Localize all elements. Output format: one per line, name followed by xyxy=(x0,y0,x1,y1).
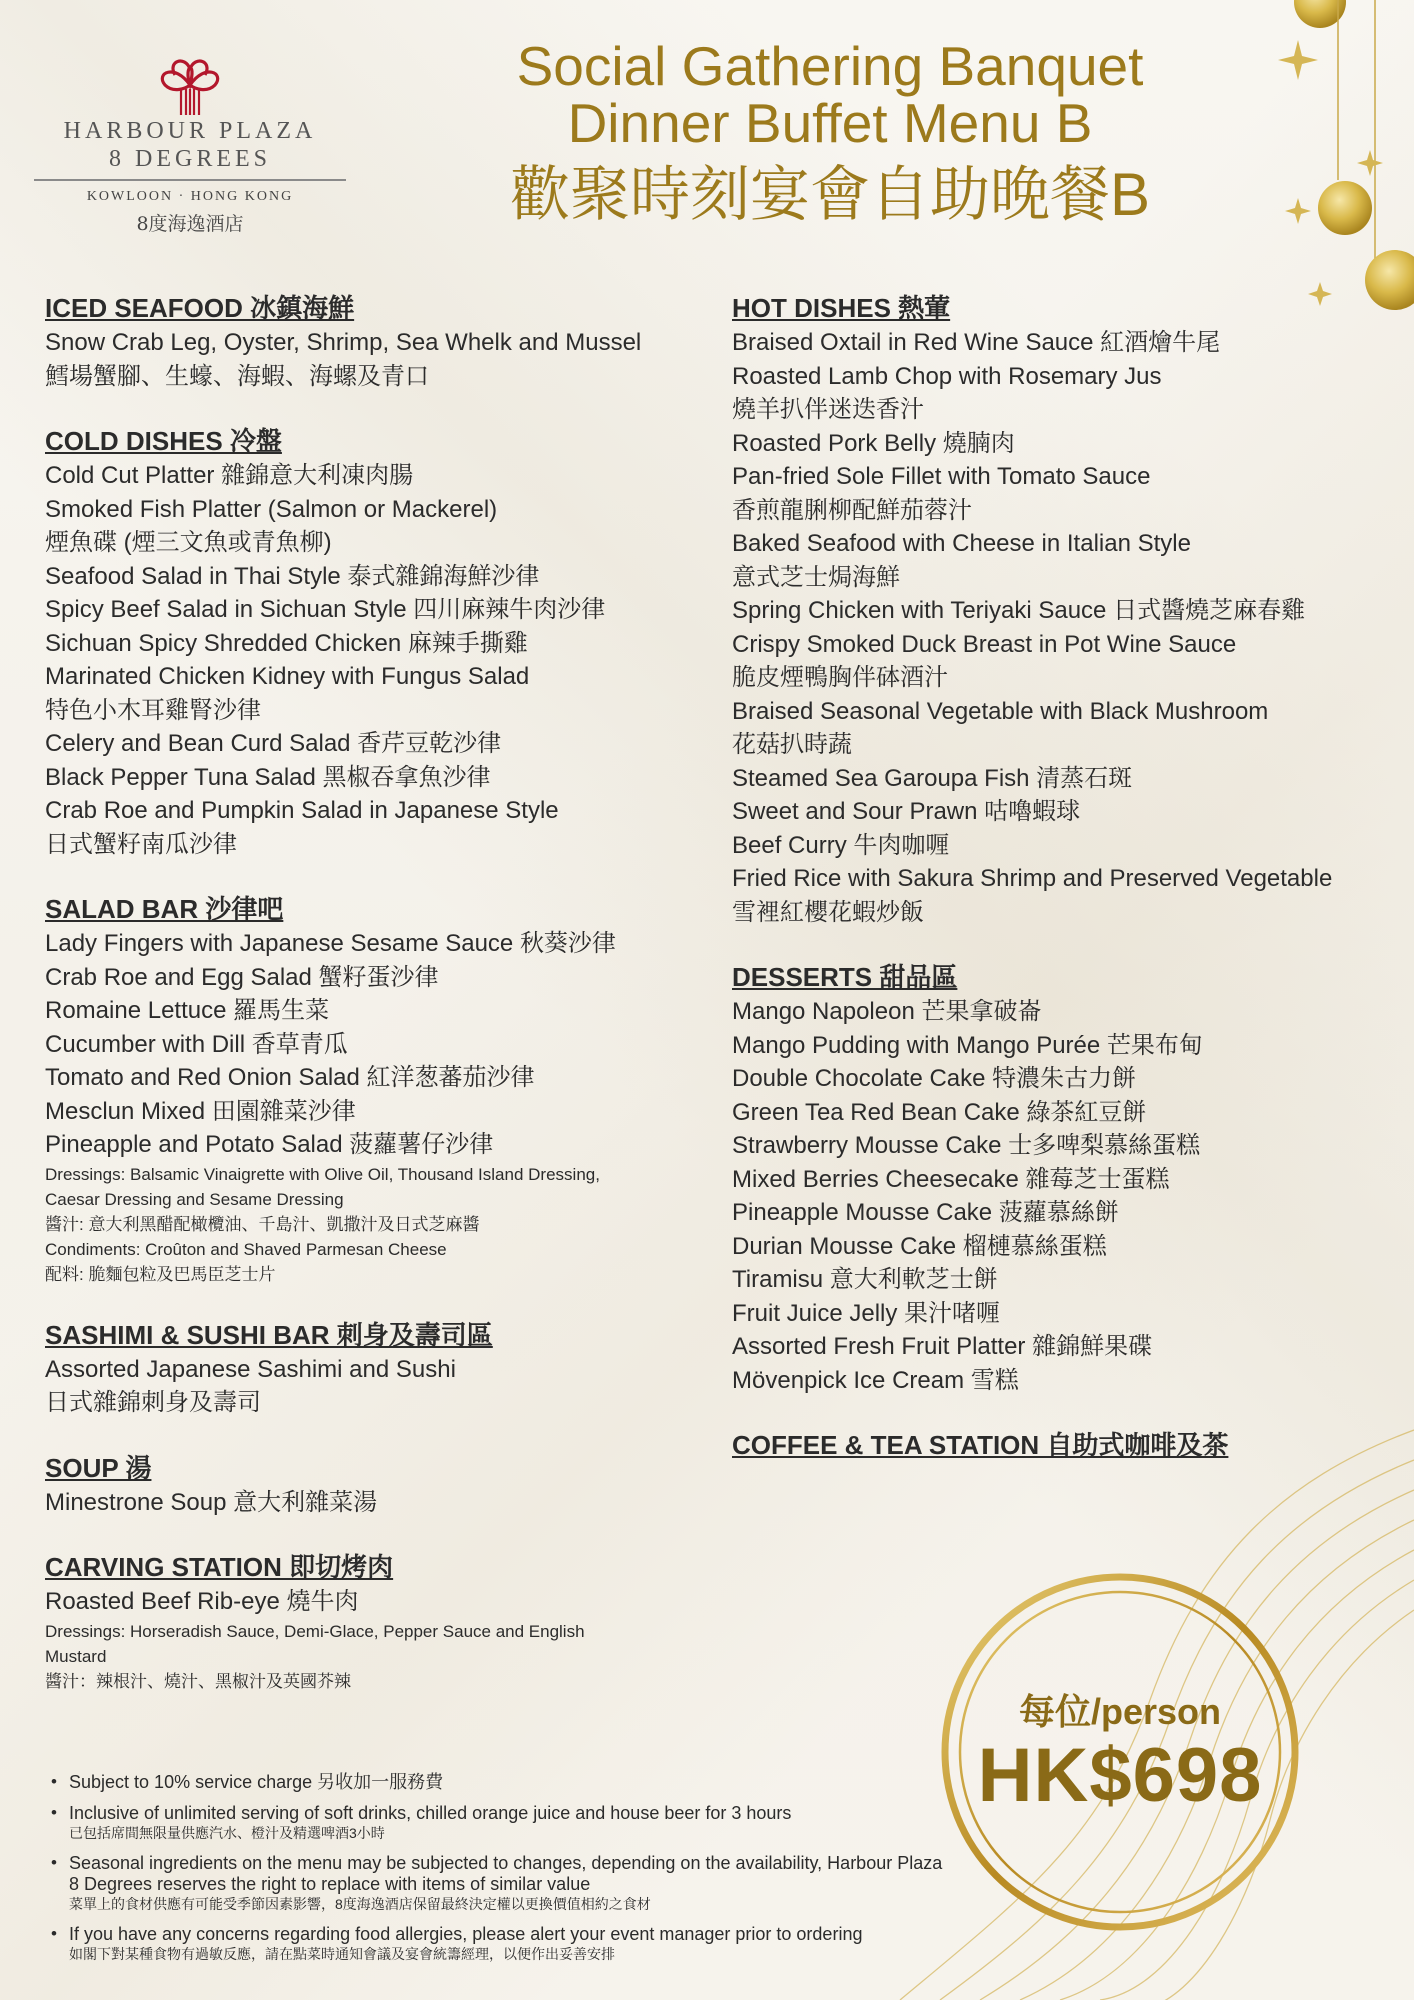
menu-item: 特色小木耳雞腎沙律 xyxy=(45,696,261,724)
logo-chinese-name: 8度海逸酒店 xyxy=(136,213,244,235)
price-badge xyxy=(940,1572,1300,1932)
menu-item: Romaine Lettuce 羅馬生菜 xyxy=(45,997,330,1024)
menu-note: Condiments: Croûton and Shaved Parmesan Cheese xyxy=(45,1239,447,1259)
menu-item: Snow Crab Leg, Oyster, Shrimp, Sea Whelk and Mussel xyxy=(45,329,642,356)
menu-item: Smoked Fish Platter (Salmon or Mackerel) xyxy=(45,495,498,523)
price-per-person: 每位/person xyxy=(1018,1691,1222,1732)
menu-item: Tiramisu 意大利軟芝士餅 xyxy=(732,1266,998,1293)
menu-item: Roasted Beef Rib-eye 燒牛肉 xyxy=(45,1588,359,1615)
logo-location: KOWLOON · HONG KONG xyxy=(86,189,294,204)
menu-item: 雪裡紅櫻花蝦炒飯 xyxy=(732,898,924,926)
menu-right-column xyxy=(732,290,1402,1493)
menu-item: Mango Pudding with Mango Purée 芒果布甸 xyxy=(732,1031,1203,1059)
menu-item: Cucumber with Dill 香草青瓜 xyxy=(45,1030,348,1058)
menu-item: Green Tea Red Bean Cake 綠茶紅豆餅 xyxy=(732,1098,1147,1126)
section-heading: SASHIMI & SUSHI BAR 刺身及壽司區 xyxy=(45,1319,493,1350)
menu-item: Fruit Juice Jelly 果汁啫喱 xyxy=(732,1299,1001,1327)
menu-item: 花菇扒時蔬 xyxy=(732,731,852,758)
footnote-cn: 如閣下對某種食物有過敏反應，請在點菜時通知會議及宴會統籌經理，以便作出妥善安排 xyxy=(69,1946,615,1962)
menu-note: 醬汁：辣根汁、燒汁、黑椒汁及英國芥辣 xyxy=(45,1671,351,1691)
menu-item: Black Pepper Tuna Salad 黑椒吞拿魚沙律 xyxy=(45,763,491,791)
menu-item: Assorted Japanese Sashimi and Sushi xyxy=(45,1355,456,1383)
footnote-cn: 已包括席間無限量供應汽水、橙汁及精選啤酒3小時 xyxy=(69,1825,385,1841)
menu-section xyxy=(732,290,1402,929)
footnotes-list xyxy=(45,1772,951,1974)
footnote-en: • If you have any concerns regarding food allergies, please alert your event manager prior to ordering xyxy=(69,1924,863,1944)
menu-item: Mango Napoleon 芒果拿破崙 xyxy=(732,998,1042,1025)
menu-left-column xyxy=(45,290,715,1724)
logo-divider xyxy=(34,179,346,181)
footnote-en: • Seasonal ingredients on the menu may be subjected to changes, depending on the availability, Harbour Plaza 8 Degrees reserves the right to replace with items of similar value xyxy=(69,1853,943,1894)
menu-item: Pan-fried Sole Fillet with Tomato Sauce xyxy=(732,463,1151,490)
menu-section xyxy=(732,959,1402,1397)
footnote-item xyxy=(51,1772,951,1793)
menu-item: Durian Mousse Cake 榴槤慕絲蛋糕 xyxy=(732,1232,1107,1260)
menu-item: Braised Oxtail in Red Wine Sauce 紅酒燴牛尾 xyxy=(732,329,1221,356)
menu-item: 脆皮煙鴨胸伴砵酒汁 xyxy=(732,664,948,691)
logo-name-line2: 8 DEGREES xyxy=(109,146,271,172)
footnote-item xyxy=(51,1924,951,1964)
menu-item: 燒羊扒伴迷迭香汁 xyxy=(732,396,924,423)
menu-item: Mövenpick Ice Cream 雪糕 xyxy=(732,1366,1019,1394)
menu-note: Dressings: Balsamic Vinaigrette with Olive Oil, Thousand Island Dressing, xyxy=(45,1164,600,1184)
menu-item: Fried Rice with Sakura Shrimp and Preserved Vegetable xyxy=(732,865,1333,892)
menu-section xyxy=(45,423,715,861)
section-heading: SALAD BAR 沙律吧 xyxy=(45,894,284,924)
menu-item: 鱈場蟹腳、生蠔、海蝦、海螺及青口 xyxy=(45,362,429,390)
logo-flower-icon xyxy=(145,55,235,117)
menu-item: Steamed Sea Garoupa Fish 清蒸石斑 xyxy=(732,764,1133,792)
menu-item: Lady Fingers with Japanese Sesame Sauce 秋葵沙律 xyxy=(45,930,616,957)
section-heading: COFFEE & TEA STATION 自助式咖啡及茶 xyxy=(732,1430,1229,1460)
menu-item: Cold Cut Platter 雜錦意大利凍肉腸 xyxy=(45,462,414,489)
menu-section xyxy=(732,1427,1402,1463)
sparkle-icon xyxy=(1278,40,1383,306)
menu-item: 意式芝士焗海鮮 xyxy=(732,563,900,591)
menu-item: Tomato and Red Onion Salad 紅洋葱蕃茄沙律 xyxy=(45,1064,535,1091)
menu-item: Sweet and Sour Prawn 咕嚕蝦球 xyxy=(732,798,1081,825)
menu-item: Crab Roe and Pumpkin Salad in Japanese Style xyxy=(45,797,559,824)
menu-item: 香煎龍脷柳配鮮茄蓉汁 xyxy=(732,496,972,524)
menu-item: Strawberry Mousse Cake 士多啤梨慕絲蛋糕 xyxy=(732,1132,1201,1159)
menu-item: Crab Roe and Egg Salad 蟹籽蛋沙律 xyxy=(45,963,439,991)
menu-item: Crispy Smoked Duck Breast in Pot Wine Sauce xyxy=(732,630,1237,658)
menu-item: Baked Seafood with Cheese in Italian Style xyxy=(732,530,1191,557)
menu-item: 日式蟹籽南瓜沙律 xyxy=(45,830,237,858)
menu-item: Roasted Pork Belly 燒腩肉 xyxy=(732,429,1015,457)
menu-section xyxy=(45,891,715,1287)
menu-note: 醬汁: 意大利黑醋配橄欖油、千島汁、凱撒汁及日式芝麻醬 xyxy=(45,1214,480,1234)
menu-section xyxy=(45,1317,715,1420)
menu-item: Minestrone Soup 意大利雜菜湯 xyxy=(45,1488,378,1516)
menu-item: Braised Seasonal Vegetable with Black Mushroom xyxy=(732,697,1269,725)
page-title xyxy=(380,35,1280,230)
hotel-logo xyxy=(30,55,350,236)
logo-name-line1: HARBOUR PLAZA xyxy=(63,118,317,144)
title-en-line1: Social Gathering Banquet xyxy=(516,35,1144,97)
section-heading: COLD DISHES 冷盤 xyxy=(45,426,282,456)
section-heading: DESSERTS 甜品區 xyxy=(732,962,958,992)
footnote-en: • Inclusive of unlimited serving of soft drinks, chilled orange juice and house beer for 3 hours xyxy=(69,1803,792,1823)
menu-item: Mesclun Mixed 田園雜菜沙律 xyxy=(45,1097,356,1125)
price-amount: HK$698 xyxy=(977,1733,1263,1818)
menu-item: Seafood Salad in Thai Style 泰式雜錦海鮮沙律 xyxy=(45,562,540,590)
menu-item: Pineapple and Potato Salad 菠蘿薯仔沙律 xyxy=(45,1131,494,1158)
menu-item: Mixed Berries Cheesecake 雜莓芝士蛋糕 xyxy=(732,1165,1170,1193)
footnote-item xyxy=(51,1853,951,1914)
footnote-item xyxy=(51,1803,951,1843)
menu-item: 日式雜錦刺身及壽司 xyxy=(45,1389,261,1416)
menu-item: Spicy Beef Salad in Sichuan Style 四川麻辣牛肉沙律 xyxy=(45,596,606,623)
menu-item: Spring Chicken with Teriyaki Sauce 日式醬燒芝麻春雞 xyxy=(732,597,1306,624)
footnote-cn: 菜單上的食材供應有可能受季節因素影響，8度海逸酒店保留最終決定權以更換價值相約之食材 xyxy=(69,1896,651,1912)
menu-section xyxy=(45,290,715,393)
menu-item: Celery and Bean Curd Salad 香芹豆乾沙律 xyxy=(45,730,502,757)
section-heading: ICED SEAFOOD 冰鎮海鮮 xyxy=(45,293,355,323)
title-en-line2: Dinner Buffet Menu B xyxy=(567,92,1093,154)
menu-note: Dressings: Horseradish Sauce, Demi-Glace, Pepper Sauce and English xyxy=(45,1621,585,1641)
title-chinese: 歡聚時刻宴會自助晚餐B xyxy=(509,161,1151,228)
gold-ornament-icon xyxy=(1294,0,1414,310)
menu-item: 煙魚碟 (煙三文魚或青魚柳) xyxy=(45,529,332,556)
menu-note: Caesar Dressing and Sesame Dressing xyxy=(45,1189,344,1209)
menu-item: Pineapple Mousse Cake 菠蘿慕絲餅 xyxy=(732,1199,1119,1226)
menu-item: Assorted Fresh Fruit Platter 雜錦鮮果碟 xyxy=(732,1333,1153,1360)
menu-note: Mustard xyxy=(45,1646,107,1666)
menu-item: Beef Curry 牛肉咖喱 xyxy=(732,831,950,859)
menu-item: Sichuan Spicy Shredded Chicken 麻辣手撕雞 xyxy=(45,629,528,657)
section-heading: SOUP 湯 xyxy=(45,1452,152,1483)
menu-item: Roasted Lamb Chop with Rosemary Jus xyxy=(732,362,1162,390)
menu-note: 配料: 脆麵包粒及巴馬臣芝士片 xyxy=(45,1264,276,1284)
footnote-en: • Subject to 10% service charge 另收加一服務費 xyxy=(69,1772,444,1792)
menu-section xyxy=(45,1549,715,1694)
section-heading: CARVING STATION 即切烤肉 xyxy=(45,1552,394,1582)
menu-section xyxy=(45,1450,715,1520)
section-heading: HOT DISHES 熱葷 xyxy=(732,293,951,323)
menu-item: Double Chocolate Cake 特濃朱古力餅 xyxy=(732,1065,1137,1092)
menu-item: Marinated Chicken Kidney with Fungus Salad xyxy=(45,663,530,690)
